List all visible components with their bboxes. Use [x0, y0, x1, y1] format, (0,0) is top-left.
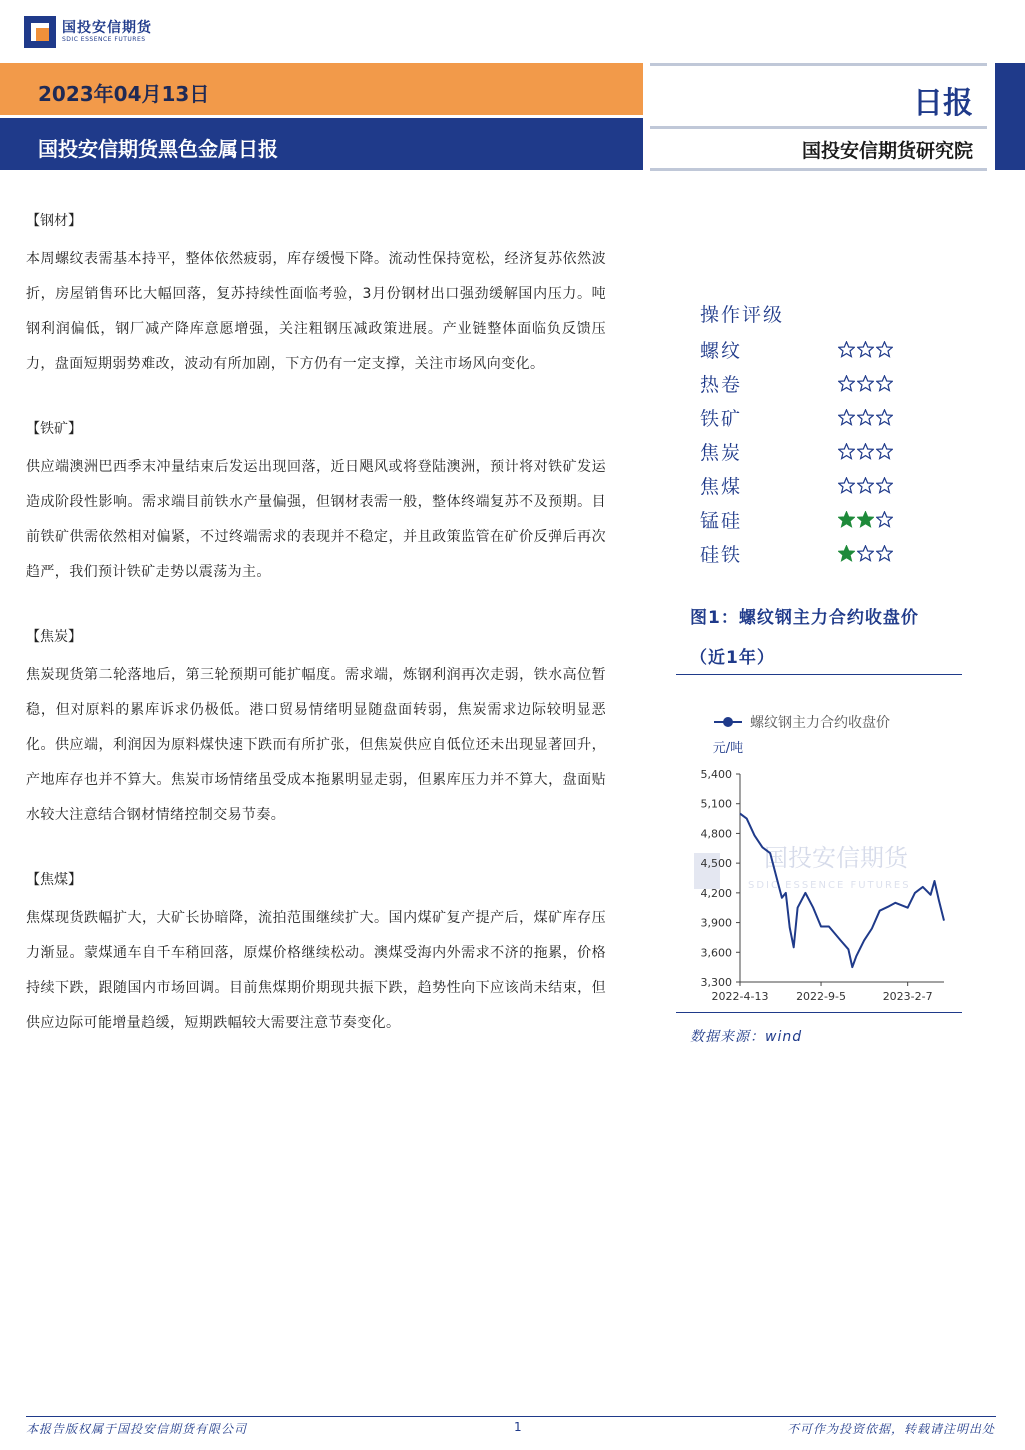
empty-star-icon	[857, 409, 874, 426]
footer-copyright: 本报告版权属于国投安信期货有限公司	[26, 1422, 248, 1436]
x-tick-label: 2022-9-5	[796, 990, 847, 1003]
empty-star-icon	[857, 477, 874, 494]
empty-star-icon	[857, 545, 874, 562]
rating-stars	[838, 545, 893, 562]
logo-text-cn: 国投安信期货	[62, 20, 152, 36]
filled-star-icon	[838, 511, 855, 528]
footer-rule	[26, 1416, 996, 1417]
empty-star-icon	[838, 443, 855, 460]
empty-star-icon	[876, 341, 893, 358]
rating-name: 硅铁	[700, 543, 743, 566]
institute-name: 国投安信期货研究院	[801, 140, 973, 162]
figure-top-rule	[676, 674, 962, 675]
empty-star-icon	[876, 511, 893, 528]
section-heading: 【铁矿】	[26, 421, 82, 437]
rating-row	[700, 502, 940, 536]
y-tick-label: 3,600	[700, 946, 732, 960]
rating-name: 铁矿	[700, 407, 743, 430]
x-tick-label: 2023-2-7	[882, 990, 933, 1003]
y-tick-label: 5,400	[700, 768, 732, 781]
legend-label: 螺纹钢主力合约收盘价	[750, 715, 890, 731]
rating-stars	[838, 341, 893, 358]
filled-star-icon	[857, 511, 874, 528]
y-tick-label: 4,800	[700, 827, 732, 841]
watermark-text-en: SDIC ESSENCE FUTURES	[748, 880, 911, 891]
rating-name: 螺纹	[700, 339, 743, 362]
logo-mark-icon	[24, 16, 56, 48]
figure-bottom-rule	[676, 1012, 962, 1013]
empty-star-icon	[876, 545, 893, 562]
section-heading: 【焦炭】	[26, 629, 82, 645]
figure-title-line1: 图1：螺纹钢主力合约收盘价	[690, 608, 919, 628]
footer-disclaimer: 不可作为投资依据，转载请注明出处	[786, 1422, 995, 1436]
rating-stars	[838, 443, 893, 460]
rating-row	[700, 536, 940, 570]
section-steel	[26, 208, 606, 382]
rebar-price-chart	[676, 690, 962, 1008]
empty-star-icon	[857, 341, 874, 358]
y-axis-unit: 元/吨	[712, 741, 744, 756]
chart-svg	[676, 690, 962, 1008]
y-tick-label: 4,500	[700, 857, 732, 871]
section-body: 焦炭现货第二轮落地后，第三轮预期可能扩幅度。需求端，炼钢利润再次走弱，铁水高位暂稳，但对原料的累库诉求仍极低。港口贸易情绪明显随盘面转弱，焦炭需求边际较明显恶化。供应端，利润因为原料煤快速下跌而有所扩张，但焦炭供应自低位还未出现显著回升，产地库存也并不算大。焦炭市场情绪虽受成本拖累明显走弱，但累库压力并不算大，盘面贴水较大注意结合钢材情绪控制交易节奏。	[26, 667, 606, 823]
y-tick-label: 5,100	[700, 797, 732, 811]
filled-star-icon	[838, 545, 855, 562]
report-type: 日报	[913, 86, 973, 121]
empty-star-icon	[857, 375, 874, 392]
rating-name: 焦炭	[700, 441, 743, 464]
section-body: 本周螺纹表需基本持平，整体依然疲弱，库存缓慢下降。流动性保持宽松，经济复苏依然波折，房屋销售环比大幅回落，复苏持续性面临考验，3月份钢材出口强劲缓解国内压力。吨钢利润偏低，钢厂减产降库意愿增强，关注粗钢压减政策进展。产业链整体面临负反馈压力，盘面短期弱势难改，波动有所加剧，下方仍有一定支撑，关注市场风向变化。	[26, 251, 606, 372]
section-heading: 【焦煤】	[26, 872, 82, 888]
rating-stars	[838, 375, 893, 392]
rating-row	[700, 468, 940, 502]
rating-name: 锰硅	[700, 509, 743, 532]
empty-star-icon	[876, 409, 893, 426]
section-coking-coal	[26, 867, 606, 1041]
empty-star-icon	[838, 375, 855, 392]
empty-star-icon	[876, 443, 893, 460]
section-coke	[26, 624, 606, 833]
side-accent-bar	[995, 63, 1025, 170]
figure-title	[690, 598, 960, 678]
y-tick-label: 3,900	[700, 916, 732, 930]
empty-star-icon	[857, 443, 874, 460]
logo-text-en: SDIC ESSENCE FUTURES	[62, 36, 146, 43]
rating-name: 焦煤	[700, 475, 743, 498]
empty-star-icon	[838, 409, 855, 426]
y-tick-label: 4,200	[700, 886, 732, 900]
rating-stars	[838, 477, 893, 494]
rating-row	[700, 400, 940, 434]
report-title: 国投安信期货黑色金属日报	[38, 137, 278, 161]
page-number: 1	[514, 1420, 522, 1434]
rating-title: 操作评级	[700, 304, 785, 326]
watermark-text: 国投安信期货	[764, 844, 908, 872]
rating-name: 热卷	[700, 373, 743, 396]
figure-title-line2: （近1年）	[690, 648, 775, 668]
legend-marker-icon	[723, 717, 733, 727]
section-heading: 【钢材】	[26, 213, 82, 229]
company-logo	[24, 16, 152, 48]
empty-star-icon	[838, 341, 855, 358]
empty-star-icon	[876, 375, 893, 392]
section-iron-ore	[26, 416, 606, 590]
data-source: 数据来源：wind	[690, 1029, 803, 1045]
report-date: 2023年04月13日	[38, 82, 210, 106]
y-tick-label: 3,300	[700, 976, 732, 989]
rating-row	[700, 434, 940, 468]
main-content	[26, 208, 606, 1075]
section-body: 焦煤现货跌幅扩大，大矿长协暗降，流拍范围继续扩大。国内煤矿复产提产后，煤矿库存压力渐显。蒙煤通车自千车稍回落，原煤价格继续松动。澳煤受海内外需求不济的拖累，价格持续下跌，跟随国内市场回调。目前焦煤期价期现共振下跌，趋势性向下应该尚未结束，但供应边际可能增量趋缓，短期跌幅较大需要注意节奏变化。	[26, 910, 606, 1031]
x-tick-label: 2022-4-13	[711, 990, 769, 1003]
rating-row	[700, 332, 940, 366]
empty-star-icon	[838, 477, 855, 494]
rating-row	[700, 366, 940, 400]
operation-rating	[700, 298, 940, 570]
rating-stars	[838, 409, 893, 426]
rating-stars	[838, 511, 893, 528]
section-body: 供应端澳洲巴西季末冲量结束后发运出现回落，近日飓风或将登陆澳洲，预计将对铁矿发运造成阶段性影响。需求端目前铁水产量偏强，但钢材表需一般，整体终端复苏不及预期。目前铁矿供需依然相对偏紧，不过终端需求的表现并不稳定，并且政策监管在矿价反弹后再次趋严，我们预计铁矿走势以震荡为主。	[26, 459, 606, 580]
empty-star-icon	[876, 477, 893, 494]
